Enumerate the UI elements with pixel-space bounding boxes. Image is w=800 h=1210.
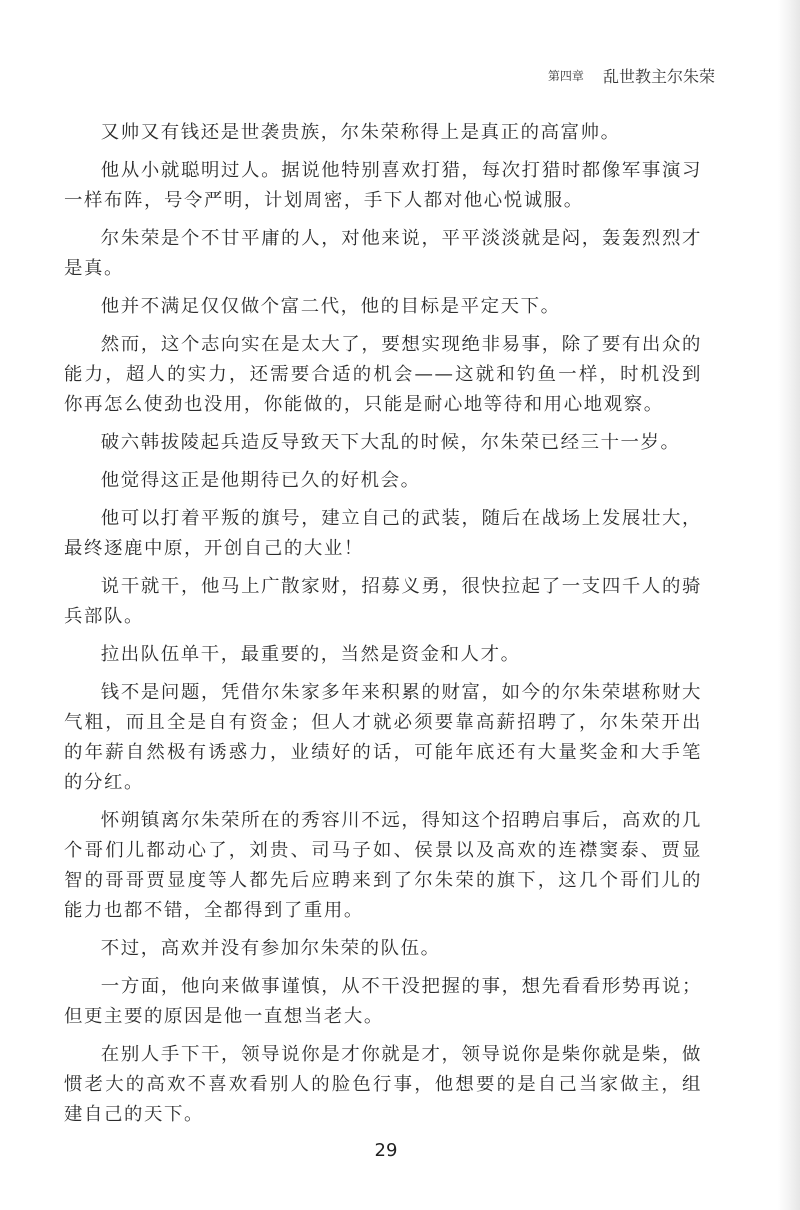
running-header [548,64,715,87]
page-edge-shadow [778,0,800,1210]
paragraph-12: 怀朔镇离尔朱荣所在的秀容川不远，得知这个招聘启事后，高欢的几个哥们儿都动心了，刘贵、司马子如、侯景以及高欢的连襟窦泰、贾显智的哥哥贾显度等人都先后应聘来到了尔朱荣的旗下，这几个哥们儿的能力也都不错，全都得到了重用。 [64,810,702,921]
paragraph-4: 他并不满足仅仅做个富二代，他的目标是平定天下。 [100,296,561,317]
page-number: 29 [374,1140,398,1161]
paragraph-5: 然而，这个志向实在是太大了，要想实现绝非易事，除了要有出众的能力，超人的实力，还需要合适的机会——这就和钓鱼一样，时机没到你再怎么使劲也没用，你能做的，只能是耐心地等待和用心地观察。 [64,334,702,415]
paragraph-2: 他从小就聪明过人。据说他特别喜欢打猎，每次打猎时都像军事演习一样布阵，号令严明，计划周密，手下人都对他心悦诚服。 [64,160,702,211]
body-text [64,118,702,1138]
chapter-title: 乱世教主尔朱荣 [602,67,715,86]
paragraph-14: 一方面，他向来做事谨慎，从不干没把握的事，想先看看形势再说；但更主要的原因是他一直想当老大。 [64,976,702,1027]
paragraph-10: 拉出队伍单干，最重要的，当然是资金和人才。 [100,644,521,665]
paragraph-6: 破六韩拔陵起兵造反导致天下大乱的时候，尔朱荣已经三十一岁。 [100,432,681,453]
paragraph-11: 钱不是问题，凭借尔朱家多年来积累的财富，如今的尔朱荣堪称财大气粗，而且全是自有资金；但人才就必须要靠高薪招聘了，尔朱荣开出的年薪自然极有诱惑力，业绩好的话，可能年底还有大量奖金和大手笔的分红。 [64,682,702,793]
paragraph-7: 他觉得这正是他期待已久的好机会。 [100,470,421,491]
chapter-label: 第四章 [547,69,584,83]
paragraph-8: 他可以打着平叛的旗号，建立自己的武装，随后在战场上发展壮大，最终逐鹿中原，开创自己的大业！ [64,508,702,559]
paragraph-15: 在别人手下干，领导说你是才你就是才，领导说你是柴你就是柴，做惯老大的高欢不喜欢看别人的脸色行事，他想要的是自己当家做主，组建自己的天下。 [64,1044,702,1125]
paragraph-3: 尔朱荣是个不甘平庸的人，对他来说，平平淡淡就是闷，轰轰烈烈才是真。 [64,228,702,279]
paragraph-1: 又帅又有钱还是世袭贵族，尔朱荣称得上是真正的高富帅。 [100,122,621,143]
paragraph-9: 说干就干，他马上广散家财，招募义勇，很快拉起了一支四千人的骑兵部队。 [64,576,702,627]
paragraph-13: 不过，高欢并没有参加尔朱荣的队伍。 [100,938,441,959]
